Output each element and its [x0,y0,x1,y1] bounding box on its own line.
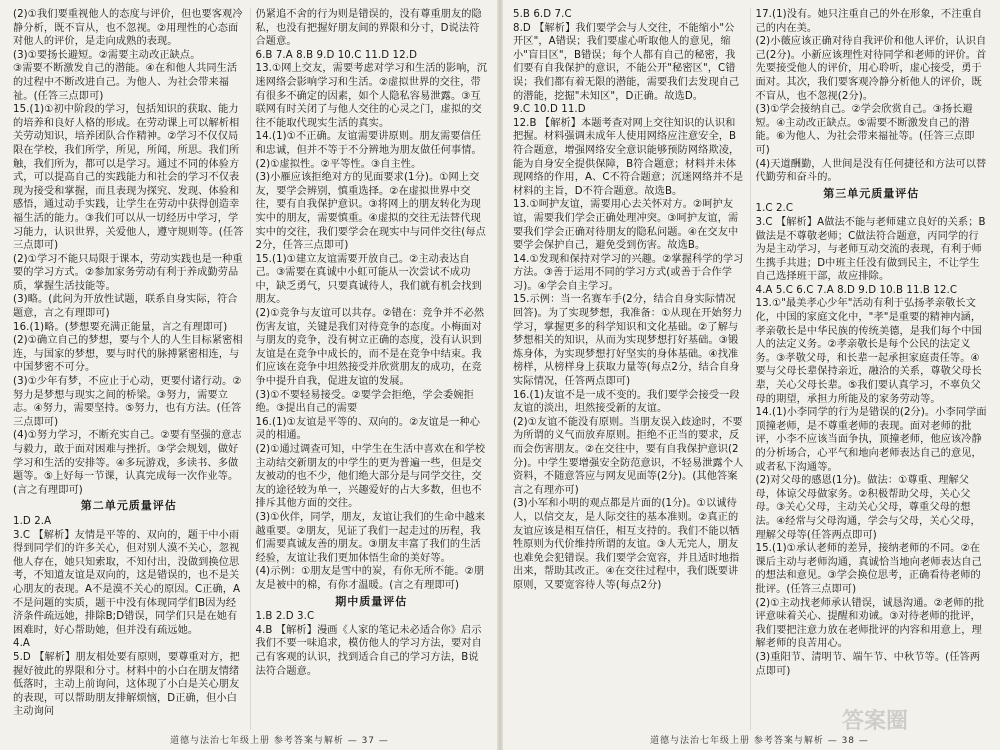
answer-paragraph: 14.(1)①不正确。友谊需要讲原则。朋友需要信任和忠诚，但并不等于不分辨地为朋友做任何事情。 [255,131,482,156]
answer-paragraph: (3)①要扬长避短。②需要主动改正缺点。 [13,49,201,61]
answer-paragraph: 1.D 2.A [13,515,52,527]
answer-paragraph: 14.①发现和保持对学习的兴趣。②掌握科学的学习方法。③善于运用不同的学习方式(或善于合作学习)。④学会自主学习。 [513,253,744,292]
answer-paragraph: 4.B 【解析】漫画《人家的笔记未必适合你》启示我们不要一味追求，模仿他人的学习方法，要对自己有客观的认识，找到适合自己的学习方法，B说法符合题意。 [255,624,482,677]
answer-paragraph: (2)①友谊不能没有原则。当朋友误入歧途时，不要为所谓的义气而放弃原则。拒绝不正当的要求，反而会伤害朋友。②在交往中，要有自我保护意识(2分)。中学生要增强安全防范意识，不轻易泄露个人资料，不随意答应与网友见面等(2分)。(其他答案言之有理亦可) [513,416,744,496]
section-heading: 第二单元质量评估 [80,499,177,513]
answer-paragraph: 13.①网上交友，需要考虑对学习和生活的影响，沉迷网络会影响学习和生活。②虚拟世界的交往，带有很多不确定的因素，如个人隐私容易泄露。③互联网有时关闭了与他人交往的心灵之门，虚拟的交往不能取代现实生活的真实。 [255,63,487,129]
answer-paragraph: (2)对父母的感恩(1分)。做法：①尊重、理解父母，体谅父母做家务。②积极帮助父母，关心父母。③关心父母，主动关心父母，尊重父母的想法。④经常与父母沟通，学会与父母，关心父母，理解父母等(任答两点即可) [755,475,981,541]
answer-paragraph: (3)重阳节、清明节、端午节、中秋节等。(任答两点即可) [755,651,981,677]
answer-paragraph: (3)①伙伴，同学，朋友，友谊让我们的生命中越来越重要。②朋友，见证了我们一起走过的历程，我们需要真诚友善的朋友。③朋友丰富了我们的生活经验，友谊让我们更加体悟生命的美好等。 [255,511,486,564]
answer-paragraph: (2)①学习不能只局限于课本，劳动实践也是一种重要的学习方式。②参加家务劳动有利于养成勤劳品质，掌握生活技能等。 [13,253,243,292]
answer-paragraph: 1.B 2.D 3.C [255,611,315,623]
answer-paragraph: 13.①呵护友谊，需要用心去关怀对方。②呵护友谊，需要我们学会正确处理冲突。③呵护友谊，需要我们学会正确对待朋友的隐私问题。④在交友中要学会保护自己，避免受到伤害。故选B。 [513,199,739,252]
answer-paragraph: 16.(1)略。(梦想要充满正能量，言之有理即可) [13,321,228,333]
answer-paragraph: (3)小雁应该拒绝对方的见面要求(1分)。①网上交友，要学会辨别，慎重选择。②在虚拟世界中交往，要有自我保护意识。③将网上的朋友转化为现实中的朋友，需要慎重。④虚拟的交往无法替代现实中的交往，我们要学会在现实中与同伴交往(每点2分，任答三点即可) [255,172,486,252]
answer-paragraph: (2)①通过调查可知，中学生在生活中喜欢在和学校主动结交新朋友的中学生的更为普遍一些，但是交友被动的也不少，他们绝大部分是与同学交往，交友的途径较为单一，兴趣爱好的占大多数，但也不排斥其他方面的交往。 [255,444,486,510]
answer-paragraph: (4)①努力学习，不断充实自己。②要有坚强的意志与毅力，敢于面对困难与挫折。③学会规划，做好学习和生活的安排等。④多玩游戏，多读书、多做题等。⑤上好每一节课，认真完成每一次作业等。(言之有理即可) [13,430,242,496]
right-page-column-2 [750,8,993,730]
left-page-column-1 [8,8,250,730]
answer-paragraph: (2)小薇应该正确对待自我评价和他人评价，认识自己(2分)。小新应该理性对待同学和老师的评价。首先要接受他人的评价，用心聆听，虚心接受，勇于面对。其次，我们要客观冷静分析他人的评价，既不盲从，也不忽视(2分)。 [755,36,987,102]
answer-paragraph: (2)①我们要重视他人的态度与评价，但也要客观冷静分析，既不盲从，也不忽视。②用理性的心态面对他人的评价，是走向成熟的表现。 [13,9,243,48]
answer-paragraph: ③需要不断激发自己的潜能。④在和他人共同生活的过程中不断改进自己。为他人、为社会带来福祉。(任答三点即可) [13,63,238,102]
section-heading: 第三单元质量评估 [823,186,920,200]
section-heading: 期中质量评估 [335,594,408,608]
answer-paragraph: 15.(1)①初中阶段的学习，包括知识的获取、能力的培养和良好人格的形成。在劳动课上可以解析相关劳动知识，培养团队合作精神。②学习不仅仅局限在学校，我们所学，所见，所闻，所思。我们所触，我们所为，都可以是学习。通过不同的体验方式，可以提高自己的实践能力和社会的学习不仅表现为接受和掌握，而且表现为探究、发现、体验和感悟，通过动手实践，让学生在劳动中获得创造幸福生活的能力。③我们可以从一切经历中学习，学习能力，认识世界，关爱他人，遵守规则等。(任答三点即可) [13,104,244,252]
answer-paragraph: (2)①竞争与友谊可以共存。②错在：竞争并不必然伤害友谊，关键是我们对待竞争的态度。小梅面对与朋友的竞争，没有树立正确的态度，没有认识到友谊是在竞争中成长的，而不是在竞争中结束。我们应该在竞争中坦然接受并欣赏朋友的成功，在竞争中提升自我，促进友谊的发展。 [255,308,485,388]
answer-paragraph: 15.(1)①建立友谊需要开放自己。②主动表达自己。③需要在真诚中小虹可能从一次尝试不成功中，缺乏勇气，只要真诚待人，我们就有机会找到朋友。 [255,253,482,306]
answer-paragraph: 16.(1)友谊不是一成不变的。我们要学会接受一段友谊的淡出，坦然接受新的友谊。 [513,389,740,415]
answer-paragraph: 15.示例：当一名赛车手(2分，结合自身实际情况回答)。为了实现梦想，我准备：①从现在开始努力学习，掌握更多的科学知识和文化基础。②了解与梦想相关的知识，从而为实现梦想打好基础。③锻炼身体，为实现梦想打好坚实的身体基础。④找准榜样，从榜样身上获取力量等(每点2分，结合自身实际情况，任答两点即可) [513,294,743,388]
answer-paragraph: 12.B 【解析】本题考查对网上交往知识的认识和把握。材料强调未成年人使用网络应注意安全，B符合题意，增强网络安全意识能够预防网络欺凌，能为自身安全提供保障，B符合题意；材料并未体现网络的作用，A、C不符合题意；沉迷网络并不是材料的主旨，D不符合题意。故选B。 [513,117,744,197]
answer-paragraph: (2)①确立自己的梦想，要与个人的人生目标紧密相连，与国家的梦想，要与时代的脉搏紧密相连，与中国梦密不可分。 [13,335,243,374]
answer-paragraph: 15.(1)①承认老师的差异，接纳老师的不同。②在课后主动与老师沟通，真诚恰当地向老师表达自己的想法和意见。③学会换位思考，正确看待老师的批评。(任答三点即可) [755,543,982,595]
answer-paragraph: 6.B 7.A 8.B 9.D 10.C 11.D 12.D [255,49,418,61]
answer-paragraph: (3)略。(此问为开放性试题，联系自身实际，符合题意，言之有理即可) [13,294,238,320]
svg-text:答案圈: 答案圈 [842,709,909,734]
answer-paragraph: (3)①学会接纳自己。②学会欣赏自己。③扬长避短。④主动改正缺点。⑤需要不断激发自己的潜能。⑥为他人、为社会带来福祉等。(任答三点即可) [755,104,975,156]
answer-paragraph: (3)①少年有梦，不应止于心动，更要付诸行动。②努力是梦想与现实之间的桥梁。③努力，需要立志。④努力，需要坚持。⑤努力，也有方法。(任答三点即可) [13,376,242,428]
answer-paragraph: 16.(1)①友谊是平等的、双向的。②友谊是一种心灵的相通。 [255,416,481,442]
answer-paragraph: (4)示例：①朋友是雪中的炭，有你无所不能。②朋友是被中的棉，有你才温暖。(言之有理即可) [255,566,485,591]
answer-paragraph: 9.C 10.D 11.D [513,104,586,116]
answer-paragraph: (2)①虚拟性。②平等性。③自主性。 [255,158,422,170]
answer-paragraph: 4.A [13,638,30,650]
answer-paragraph: 仍紧追不舍的行为则是错误的，没有尊重朋友的隐私，也没有把握好朋友间的界限和分寸，D说法符合题意。 [255,9,482,48]
answer-paragraph: 5.B 6.D 7.C [513,9,572,20]
right-page-footer: 道德与法治七年级上册 参考答案与解析 — 38 — [650,736,869,746]
right-page-column-1 [508,8,750,730]
answer-paragraph: (2)①主动找老师承认错误，诚恳沟通。②老师的批评意味着关心、提醒和劝诫。③对待老师的批评，我们要把注意力放在老师批评的内容和用意上，理解老师的良苦用心。 [755,597,985,650]
answer-paragraph: 8.D 【解析】我们要学会与人交往，不能缩小"公开区"，A错误；我们要虚心听取他人的意见，缩小"盲目区"，B错误；每个人都有自己的秘密，我们要有自我保护的意识，不能公开"秘密区"，C错误；我们都有着无限的潜能，需要我们去发现自己的潜能，挖掘"未知区"，D正确。故选D。 [513,22,740,102]
answer-paragraph: 3.C 【解析】友情是平等的、双向的，题干中小雨得到同学们的许多关心，但对别人漠不关心，忽视他人存在，她只知索取，不知付出，没做到换位思考，不知道友谊是双向的，这是错误的，也不是关心朋友的表现。A不是漠不关心的原因。C正确，A不是问题的实质，题干中没有体现同学们B因为经济条件疏远她，排除B;D错误，同学们只是在她有困难时，好心帮助她，但并没有疏远她。 [13,529,241,636]
answer-paragraph: 13.①"最美孝心少年"活动有利于弘扬孝亲敬长文化，中国的家庭文化中，"孝"是重要的精神内涵，孝亲敬长是中华民族的传统美德，是我们每个中国人的法定义务。②孝亲敬长是每个公民的法定义务。③孝敬父母，和长辈一起承担家庭责任等。④要与父母长辈保持亲近，融洽的关系，尊敬父母长辈，关心父母长辈。⑤我们要认真学习，不辜负父母的期望，承担力所能及的家务劳动等。 [755,298,982,405]
answer-paragraph: 1.C 2.C [755,203,794,215]
answer-paragraph: (3)①不要轻易接受。②要学会拒绝，学会委婉拒绝。③提出自己的需要 [255,389,474,415]
answer-paragraph: 17.(1)没有。她只注重自己的外在形象，不注重自己的内在美。 [755,9,983,34]
answer-paragraph: 3.C 【解析】A做法不能与老师建立良好的关系；B做法是不尊敬老师；C做法符合题意，丙同学的行为是主动学习，与老师互动交流的表现，有利于师生携手共进；D中班主任没有做到民主，不让学生自己选择班干部，故应排除。 [755,216,986,283]
answer-paragraph: (4)天道酬勤，人世间是没有任何捷径和方法可以替代勤劳和奋斗的。 [755,158,987,184]
answer-paragraph: 14.(1)小李同学的行为是错误的(2分)。小李同学面顶撞老师，是不尊重老师的表现。面对老师的批评，小李不应该当面争执，顶撞老师，他应该冷静的分析场合，心平气和地向老师表达自己的意见，或者私下沟通等。 [755,407,987,473]
left-page-column-2 [250,8,493,730]
left-page-footer: 道德与法治七年级上册 参考答案与解析 — 37 — [170,736,389,746]
answer-paragraph: 4.A 5.C 6.C 7.A 8.D 9.D 10.B 11.B 12.C [755,284,958,296]
answer-paragraph: 5.D 【解析】朋友相处要有原则，要尊重对方，把握好彼此的界限和分寸。材料中的小白在朋友情绪低落时，主动上前询问，这体现了小白是关心朋友的表现，可以帮助朋友排解烦恼，D正确，但小白主动询问 [13,651,240,718]
right-page [500,0,1000,750]
answer-paragraph: (3)小军和小明的观点都是片面的(1分)。①以诚待人，以信交友，是人际交往的基本准则。②真正的友谊应该是相互信任，相互支持的。我们不能以牺牲原则为代价维持所谓的友谊。③人无完人，朋友也难免会犯错误。我们要学会宽容，并且适时地指出来，帮助其改正。④在交往过程中，我们既要讲原则，又要宽容待人等(每点2分) [513,498,740,591]
